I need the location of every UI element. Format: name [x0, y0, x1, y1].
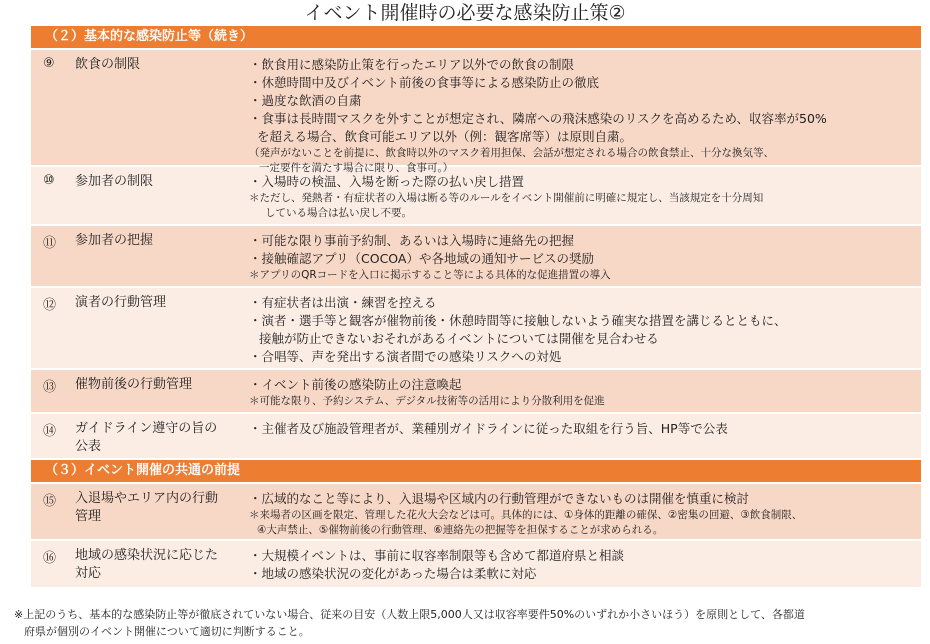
- content-line: ・可能な限り事前予約制、あるいは入場時に連絡先の把握: [249, 233, 575, 248]
- content-note-line: している場合は払い戻し不要。: [265, 207, 412, 219]
- row-label: [75, 288, 247, 368]
- content-note-line: ＊可能な限り、予約システム、デジタル技術等の活用により分散利用を促進: [249, 395, 605, 407]
- row-label: [75, 50, 247, 165]
- content-line: ・大規模イベントは、事前に収容率制限等も含めて都道府県と相談: [249, 548, 625, 563]
- content-line: ・食事は長時間マスクを外すことが想定され、隣席への飛沫感染のリスクを高めるため、収容率が50%: [249, 111, 827, 126]
- content-line: 接触が防止できないおそれがあるイベントについては開催を見合わせる: [259, 331, 659, 346]
- row-number: ⑫: [43, 298, 57, 313]
- content-line: ・イベント前後の感染防止の注意喚起: [249, 377, 462, 392]
- row-content: [247, 484, 921, 539]
- table-row: [31, 165, 921, 224]
- row-label: [75, 167, 247, 224]
- table-row: [31, 412, 921, 458]
- row-label-line: 演者の行動管理: [75, 295, 167, 310]
- row-label-line: 催物前後の行動管理: [75, 377, 193, 392]
- content-note-line: ＊アプリのQRコードを入口に掲示すること等による具体的な促進措置の導入: [249, 269, 611, 281]
- measures-table: [31, 26, 921, 587]
- content-note-line: ④大声禁止、⑤催物前後の行動管理、⑥連絡先の把握等を担保することが求められる。: [257, 524, 664, 536]
- content-line: ・入場時の検温、入場を断った際の払い戻し措置: [249, 174, 525, 189]
- content-line: ・演者・選手等と観客が催物前後・休憩時間等に接触しないよう確実な措置を講じるとともに、: [249, 313, 787, 328]
- table-row: [31, 368, 921, 412]
- row-label: [75, 226, 247, 286]
- row-content: [247, 370, 921, 412]
- table-row: [31, 224, 921, 286]
- row-content: [247, 226, 921, 286]
- footnote-line: 府県が個別のイベント開催について適切に判断すること。: [24, 625, 310, 638]
- row-number: ⑩: [43, 173, 55, 188]
- row-label-line: 地域の感染状況に応じた: [75, 548, 219, 563]
- row-label-line: 対応: [75, 566, 102, 581]
- content-line: ・有症状者は出演・練習を控える: [249, 295, 437, 310]
- footnote: [14, 606, 926, 640]
- row-number: ⑨: [43, 56, 55, 71]
- row-number: ⑮: [43, 494, 57, 509]
- table-row: [31, 286, 921, 368]
- row-label-line: 参加者の制限: [75, 174, 154, 189]
- row-label-line: 入退場やエリア内の行動: [75, 491, 219, 506]
- row-label: [75, 414, 247, 458]
- row-content: [247, 288, 921, 368]
- row-content: [247, 167, 921, 224]
- content-line: ・地域の感染状況の変化があった場合は柔軟に対応: [249, 566, 537, 581]
- row-number: ⑬: [43, 380, 57, 395]
- footnote-line: ※上記のうち、基本的な感染防止等が徹底されていない場合、従来の目安（人数上限5,000人又は収容率要件50%のいずれか小さいほう）を原則として、各都道: [14, 608, 805, 621]
- row-label: [75, 484, 247, 539]
- content-line: を超える場合、飲食可能エリア以外（例：観客席等）は原則自粛。: [257, 129, 633, 144]
- row-label: [75, 370, 247, 412]
- row-content: [247, 541, 921, 587]
- row-content: [247, 414, 921, 458]
- content-line: ・接触確認アプリ（COCOA）や各地域の通知サービスの奨励: [249, 251, 594, 266]
- table-row: [31, 48, 921, 174]
- table-row: [31, 539, 921, 587]
- table-row: [31, 482, 921, 539]
- section-header-common-premise: （３）イベント開催の共通の前提: [31, 460, 921, 482]
- row-label-line: 管理: [75, 509, 102, 524]
- content-note-line: 一定要件を満たす場合に限り、食事可。）: [259, 162, 454, 174]
- content-note-line: ＊ただし、発熱者・有症状者の入場は断る等のルールをイベント開催前に明確に規定し、当該規定を十分周知: [249, 192, 764, 204]
- section-header-basic-prevention: （２）基本的な感染防止等（続き）: [31, 26, 921, 48]
- row-content: [247, 50, 921, 174]
- row-number: ⑯: [43, 551, 57, 566]
- content-line: ・広域的なこと等により、入退場や区域内の行動管理ができないものは開催を慎重に検討: [249, 491, 750, 506]
- content-line: ・合唱等、声を発出する演者間での感染リスクへの対処: [249, 349, 562, 364]
- row-label-line: ガイドライン遵守の旨の: [75, 421, 218, 436]
- row-label-line: 公表: [75, 439, 102, 454]
- content-line: ・過度な飲酒の自粛: [249, 93, 362, 108]
- content-note-line: （発声がないことを前提に、飲食時以外のマスク着用担保、会話が想定される場合の飲食禁止、十分な換気等、: [249, 147, 774, 159]
- row-label-line: 飲食の制限: [75, 57, 141, 72]
- content-line: ・飲食用に感染防止策を行ったエリア以外での飲食の制限: [249, 57, 575, 72]
- content-line: ・主催者及び施設管理者が、業種別ガイドラインに従った取組を行う旨、HP等で公表: [249, 421, 728, 436]
- row-number: ⑪: [43, 236, 57, 251]
- content-note-line: ＊来場者の区画を限定、管理した花火大会などは可。具体的には、①身体的距離の確保、②密集の回避、③飲食制限、: [249, 509, 803, 521]
- page-title: イベント開催時の必要な感染防止策②: [304, 2, 626, 24]
- row-label: [75, 541, 247, 587]
- row-number: ⑭: [43, 424, 57, 439]
- row-label-line: 参加者の把握: [75, 233, 154, 248]
- content-line: ・休憩時間中及びイベント前後の食事等による感染防止の徹底: [249, 75, 600, 90]
